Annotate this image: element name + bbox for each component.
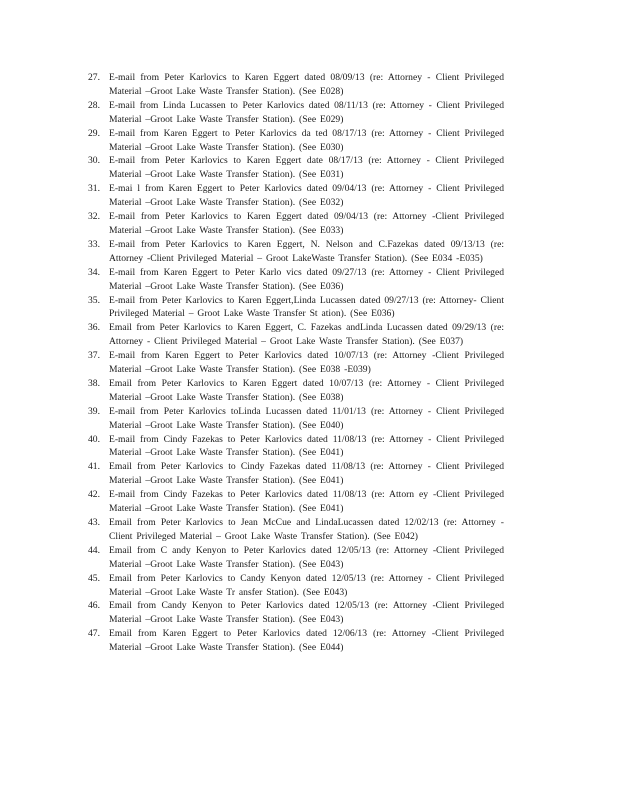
list-item xyxy=(88,127,504,155)
item-number: 35. xyxy=(88,294,100,306)
item-number: 36. xyxy=(88,322,100,334)
item-number: 33. xyxy=(88,238,100,250)
item-number: 41. xyxy=(88,461,100,473)
item-text: E-mail from Peter Karlovics toLinda Lucassen dated 11/01/13 (re: Attorney - Client Privileged Material –Groot Lake Waste Transfer Station). (See E040) xyxy=(109,405,504,431)
list-item xyxy=(88,349,504,377)
item-text: E-mail from Peter Karlovics to Karen Eggert,Linda Lucassen dated 09/27/13 (re: Attorney- Client Privileged Material – Groot Lake Waste Transfer St ation). (See E036) xyxy=(109,294,504,320)
list-item xyxy=(88,488,504,516)
item-number: 40. xyxy=(88,433,100,445)
item-text: E-mail from Linda Lucassen to Peter Karlovics dated 08/11/13 (re: Attorney - Client Privileged Material –Groot Lake Waste Transfer Station). (See E029) xyxy=(109,99,504,125)
item-number: 42. xyxy=(88,489,100,501)
item-text: Email from Karen Eggert to Peter Karlovics dated 12/06/13 (re: Attorney -Client Privileged Material –Groot Lake Waste Transfer Station). (See E044) xyxy=(109,628,504,654)
list-item xyxy=(88,154,504,182)
item-text: Email from Candy Kenyon to Peter Karlovics dated 12/05/13 (re: Attorney -Client Privileged Material –Groot Lake Waste Transfer Station). (See E043) xyxy=(109,600,504,626)
list-item xyxy=(88,182,504,210)
list-item xyxy=(88,405,504,433)
item-number: 37. xyxy=(88,350,100,362)
item-text: E-mail from Karen Eggert to Peter Karlovics dated 10/07/13 (re: Attorney -Client Privileged Material –Groot Lake Waste Transfer Station). (See E038 -E039) xyxy=(109,350,504,376)
item-text: Email from Peter Karlovics to Candy Kenyon dated 12/05/13 (re: Attorney - Client Privileged Material –Groot Lake Waste Tr ansfer Station). (See E043) xyxy=(109,572,504,598)
list-item xyxy=(88,294,504,322)
item-number: 31. xyxy=(88,183,100,195)
item-text: E-mail from Peter Karlovics to Karen Eggert, N. Nelson and C.Fazekas dated 09/13/13 (re: Attorney -Client Privileged Material – Groot LakeWaste Transfer Station). (See E034 -E035) xyxy=(109,238,504,264)
item-text: Email from Peter Karlovics to Jean McCue and LindaLucassen dated 12/02/13 (re: Attorney -Client Privileged Material – Groot Lake Waste Transfer Station). (See E042) xyxy=(109,517,504,542)
item-number: 32. xyxy=(88,211,100,223)
item-number: 45. xyxy=(88,572,100,584)
list-item xyxy=(88,627,504,655)
item-number: 46. xyxy=(88,600,100,612)
email-log-list xyxy=(88,71,504,655)
item-number: 47. xyxy=(88,628,100,640)
item-text: E-mail from Karen Eggert to Peter Karlo vics dated 09/27/13 (re: Attorney - Client Privileged Material –Groot Lake Waste Transfer Station). (See E036) xyxy=(109,266,504,292)
item-text: E-mail from Karen Eggert to Peter Karlovics da ted 08/17/13 (re: Attorney - Client Privileged Material –Groot Lake Waste Transfer Station). (See E030) xyxy=(109,127,504,153)
list-item xyxy=(88,599,504,627)
list-item xyxy=(88,460,504,488)
item-number: 29. xyxy=(88,127,100,139)
item-number: 34. xyxy=(88,266,100,278)
list-item xyxy=(88,99,504,127)
list-item xyxy=(88,572,504,600)
list-item xyxy=(88,377,504,405)
list-item xyxy=(88,238,504,266)
list-item xyxy=(88,321,504,349)
item-text: E-mai l from Karen Eggert to Peter Karlovics dated 09/04/13 (re: Attorney - Client Privileged Material –Groot Lake Waste Transfer Station). (See E032) xyxy=(109,183,504,209)
list-item xyxy=(88,266,504,294)
item-number: 27. xyxy=(88,72,100,83)
list-item xyxy=(88,544,504,572)
item-text: Email from C andy Kenyon to Peter Karlovics dated 12/05/13 (re: Attorney -Client Privileged Material –Groot Lake Waste Transfer Station). (See E043) xyxy=(109,544,504,570)
item-number: 30. xyxy=(88,155,100,167)
item-text: Email from Peter Karlovics to Cindy Fazekas dated 11/08/13 (re: Attorney - Client Privileged Material –Groot Lake Waste Transfer Station). (See E041) xyxy=(109,461,504,487)
item-number: 44. xyxy=(88,544,100,556)
item-number: 38. xyxy=(88,377,100,389)
list-item xyxy=(88,516,504,544)
item-text: Email from Peter Karlovics to Karen Eggert dated 10/07/13 (re: Attorney - Client Privileged Material –Groot Lake Waste Transfer Station). (See E038) xyxy=(109,377,504,403)
item-text: E-mail from Peter Karlovics to Karen Eggert dated 08/09/13 (re: Attorney - Client Privileged Material –Groot Lake Waste Transfer Station). (See E028) xyxy=(109,72,504,97)
item-number: 28. xyxy=(88,99,100,111)
list-item xyxy=(88,210,504,238)
item-text: E-mail from Cindy Fazekas to Peter Karlovics dated 11/08/13 (re: Attorney - Client Privileged Material –Groot Lake Waste Transfer Station). (See E041) xyxy=(109,433,504,459)
item-text: E-mail from Peter Karlovics to Karen Eggert dated 09/04/13 (re: Attorney -Client Privileged Material –Groot Lake Waste Transfer Station). (See E033) xyxy=(109,211,504,236)
list-item xyxy=(88,433,504,461)
item-number: 39. xyxy=(88,405,100,417)
item-number: 43. xyxy=(88,517,100,528)
item-text: E-mail from Peter Karlovics to Karen Eggert date 08/17/13 (re: Attorney - Client Privileged Material –Groot Lake Waste Transfer Station). (See E031) xyxy=(109,155,504,181)
list-item xyxy=(88,71,504,99)
item-text: E-mail from Cindy Fazekas to Peter Karlovics dated 11/08/13 (re: Attorn ey -Client Privileged Material –Groot Lake Waste Transfer Station). (See E041) xyxy=(109,489,504,515)
item-text: Email from Peter Karlovics to Karen Eggert, C. Fazekas andLinda Lucassen dated 09/29/13 (re: Attorney - Client Privileged Material – Groot Lake Waste Transfer Station). (See E037) xyxy=(109,322,504,348)
